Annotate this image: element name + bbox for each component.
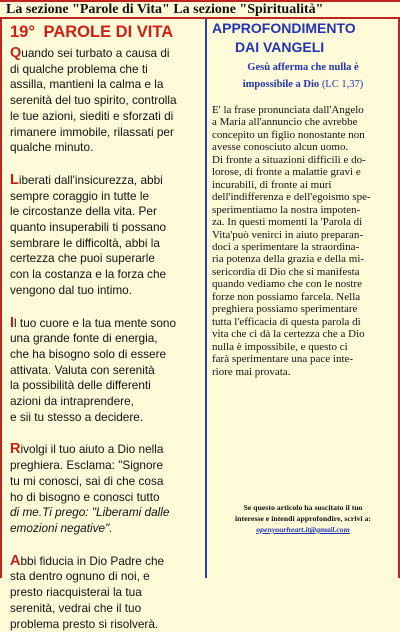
right-subtitle [212, 59, 394, 93]
paragraph-line [10, 347, 202, 363]
paragraph-line [10, 521, 202, 537]
left-border [0, 19, 2, 578]
paragraph-line [10, 220, 202, 236]
page-header: La sezione "Parole di Vita" La sezione "Spiritualità" [0, 0, 400, 19]
line-text: di qualche problema che ti [10, 62, 148, 76]
paragraph-line [10, 46, 202, 62]
body-line: nulla è impossibile, e questo ci [212, 341, 394, 353]
paragraph-line [10, 267, 202, 283]
body-line: doci a sperimentare la straordina- [212, 241, 394, 253]
paragraph-line [10, 363, 202, 379]
line-text: iberati dall'insicurezza, abbi [19, 173, 163, 187]
paragraph [10, 173, 202, 299]
body-line: a Maria all'annuncio che avrebbe [212, 116, 394, 128]
body-line: E' la frase pronunciata dall'Angelo [212, 104, 394, 116]
line-text: che ha bisogno solo di essere [10, 347, 166, 361]
body-line: riore mai provata. [212, 366, 394, 378]
body-line: avesse conosciuto alcun uomo. [212, 141, 394, 153]
line-text: rimanere immobile, rilassati per [10, 125, 174, 139]
paragraph-line [10, 93, 202, 109]
body-line: concepito un figlio nonostante non [212, 129, 394, 141]
body-line: quando vediamo che con le nostre [212, 278, 394, 290]
line-text: problema presto si risolverà. [10, 617, 158, 631]
paragraph-line [10, 173, 202, 189]
body-line: ria potenza della grazia e della mi- [212, 253, 394, 265]
line-text: la possibilità delle differenti [10, 378, 151, 392]
paragraph-line [10, 316, 202, 332]
paragraph-line [10, 617, 202, 632]
paragraph-line [10, 554, 202, 570]
right-heading-2: DAI VANGELI [212, 39, 394, 56]
paragraphs [10, 46, 202, 632]
paragraph-line [10, 410, 202, 426]
line-text: serenità, vedrai che il tuo [10, 601, 141, 615]
line-text: attivata. Valuta con serenità [10, 363, 155, 377]
body-line: vita che ci dà la certezza che a Dio [212, 328, 394, 340]
line-text: l tuo cuore e la tua mente sono [14, 316, 176, 330]
paragraph-line [10, 62, 202, 78]
drop-cap: A [10, 553, 20, 569]
line-text: bbi fiducia in Dio Padre che [20, 554, 164, 568]
line-text: sembrare le difficoltà, abbi la [10, 236, 160, 250]
email-link[interactable]: openyourheart.it@gmail.com [256, 525, 350, 534]
line-text: uando sei turbato a causa di [21, 46, 169, 60]
drop-cap: R [10, 441, 20, 457]
section-title-text: PAROLE DI VITA [44, 23, 174, 41]
body-line: farà sperimentare una pace inte- [212, 353, 394, 365]
line-text: con la costanza e la forza che [10, 267, 166, 281]
paragraph-line [10, 601, 202, 617]
paragraph-line [10, 189, 202, 205]
body-line: sperimentiamo la nostra impoten- [212, 204, 394, 216]
paragraph-line [10, 125, 202, 141]
paragraph-line [10, 585, 202, 601]
body-line: forze non possiamo farcela. Nella [212, 291, 394, 303]
body-line: dell'indifferenza e dell'egoismo spe- [212, 191, 394, 203]
body-line: Vita'può venirci in aiuto preparan- [212, 229, 394, 241]
subtitle-line-2: impossibile a Dio [243, 79, 319, 90]
subtitle-line-1: Gesù afferma che nulla è [247, 62, 358, 73]
body-line: za. In questi momenti la 'Parola di [212, 216, 394, 228]
paragraph-line [10, 236, 202, 252]
paragraph-line [10, 474, 202, 490]
drop-cap: L [10, 172, 19, 188]
paragraph-line [10, 283, 202, 299]
section-title [10, 22, 202, 42]
paragraph-line [10, 569, 202, 585]
paragraph [10, 442, 202, 536]
drop-cap: I [10, 315, 14, 331]
paragraph-line [10, 490, 202, 506]
body-line: preghiera possiamo sperimentare [212, 303, 394, 315]
body-line: sericordia di Dio che si manifesta [212, 266, 394, 278]
paragraph-line [10, 251, 202, 267]
paragraph-line [10, 140, 202, 156]
line-text: una grande fonte di energia, [10, 331, 158, 345]
section-number: 19° [10, 23, 35, 41]
line-text: le circostanze della vita. Per [10, 204, 157, 218]
line-text: serenità del tuo spirito, controlla [10, 93, 177, 107]
line-text: di me.Ti prego: "Liberami dalle [10, 505, 169, 519]
paragraph-line [10, 109, 202, 125]
line-text: preghiera. Esclama: "Signore [10, 458, 163, 472]
line-text: assilla, mantieni la calma e la [10, 77, 163, 91]
paragraph [10, 316, 202, 426]
paragraph-line [10, 331, 202, 347]
line-text: sta dentro ognuno di noi, e [10, 569, 150, 583]
left-column [10, 22, 202, 632]
line-text: certezza che puoi superarle [10, 251, 155, 265]
footer-line-1: Se questo articolo ha suscitato il tuo [243, 503, 362, 512]
paragraph-line [10, 77, 202, 93]
line-text: ivolgi il tuo aiuto a Dio nella [20, 442, 163, 456]
line-text: presto riacquisterai la tua [10, 585, 142, 599]
drop-cap: Q [10, 45, 21, 61]
line-text: le tue azioni, siediti e sforzati di [10, 109, 173, 123]
column-divider [205, 19, 207, 578]
paragraph-line [10, 458, 202, 474]
right-column [212, 20, 394, 378]
line-text: azioni da intraprendere, [10, 394, 134, 408]
line-text: emozioni negative". [10, 521, 113, 535]
bible-reference: (LC 1,37) [322, 79, 363, 90]
right-heading-1: APPROFONDIMENTO [212, 20, 394, 37]
footer-line-2: interesse e intendi approfondire, scrivi a: [235, 514, 371, 523]
paragraph-line [10, 442, 202, 458]
line-text: tu mi conosci, sai di che cosa [10, 474, 163, 488]
line-text: e sii tu stesso a decidere. [10, 410, 143, 424]
body-line: tutta l'efficacia di questa parola di [212, 316, 394, 328]
article-body [212, 104, 394, 378]
line-text: ho di bisogno e conosci tutto [10, 490, 160, 504]
line-text: qualche minuto. [10, 140, 93, 154]
body-line: incurabili, di fronte ai muri [212, 179, 394, 191]
line-text: sempre coraggio in tutte le [10, 189, 149, 203]
paragraph-line [10, 394, 202, 410]
body-line: lorose, di fronte a malattie gravi e [212, 166, 394, 178]
footer-note [212, 502, 394, 535]
paragraph [10, 46, 202, 156]
paragraph [10, 554, 202, 632]
line-text: quanto insuperabili ti possano [10, 220, 166, 234]
paragraph-line [10, 204, 202, 220]
paragraph-line [10, 378, 202, 394]
paragraph-line [10, 505, 202, 521]
body-line: Di fronte a situazioni difficili e do- [212, 154, 394, 166]
line-text: vengono dal tuo intimo. [10, 283, 132, 297]
